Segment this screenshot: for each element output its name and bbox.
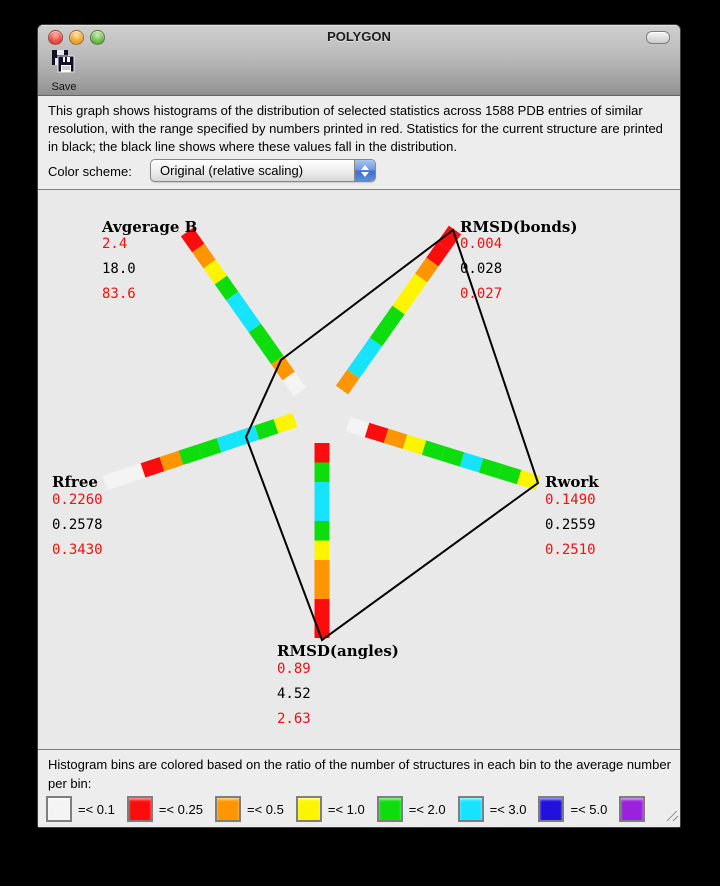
axis-value-max: 0.027 [460,286,503,302]
axis-value-current: 0.028 [460,261,503,277]
toolbar-toggle-button[interactable] [646,31,670,44]
resize-grip[interactable] [665,808,679,827]
legend-bin-label: =< 5.0 [570,801,608,817]
legend-swatch-cyan [458,796,484,822]
axis-label: Rwork [545,473,599,491]
polygon-window [37,24,681,828]
axis-value-current: 18.0 [102,261,136,277]
legend-panel [38,750,680,828]
legend-swatch-purple [619,796,645,822]
legend-swatch-blue [538,796,564,822]
legend-bin-label: =< 2.0 [408,801,446,817]
legend-text: Histogram bins are colored based on the ratio of the number of structures in each bin to the average number per bin: [48,757,671,791]
legend-bin-label: =< 1.0 [327,801,365,817]
plot-canvas [38,190,680,750]
legend-swatch-green [377,796,403,822]
description-text: This graph shows histograms of the distribution of selected statistics across 1588 PDB entries of similar resolution, with the range specified by numbers printed in red. Statistics for the current structure are printed in black; the black line shows where these values fall in the distribution. [48,103,663,154]
titlebar[interactable] [38,25,680,47]
legend-swatch-red [127,796,153,822]
axis-label: RMSD(angles) [277,642,399,660]
axis-value-max: 83.6 [102,286,136,302]
window-title: POLYGON [327,29,391,44]
axis-label: Avgerage B [102,218,198,236]
legend-bin-label: =< 0.25 [158,801,203,817]
color-scheme-label: Color scheme: [48,164,132,179]
axis-value-current: 0.2559 [545,517,596,533]
axis-value-min: 2.4 [102,236,128,252]
save-icon [49,62,79,79]
axis-value-max: 0.2510 [545,542,596,558]
legend-swatch-yellow [296,796,322,822]
save-button[interactable] [46,49,82,93]
legend-bin-label: =< 0.1 [78,801,115,817]
color-scheme-select[interactable] [150,159,376,182]
legend-bin-label: =< 3.0 [489,801,527,817]
legend-swatch-orange [215,796,241,822]
axis-label: RMSD(bonds) [460,218,578,236]
axis-label: Rfree [52,473,98,491]
legend-swatch-white [46,796,72,822]
axis-value-current: 4.52 [277,686,311,702]
legend-bins-row [46,796,645,822]
axis-value-min: 0.004 [460,236,503,252]
window-chrome [38,25,680,96]
axis-value-min: 0.1490 [545,492,596,508]
axis-value-current: 0.2578 [52,517,103,533]
axis-value-min: 0.89 [277,661,311,677]
color-scheme-selected-value: Original (relative scaling) [160,163,304,178]
axis-value-min: 0.2260 [52,492,103,508]
legend-bin-label: =< 0.5 [246,801,284,817]
chevron-up-icon [361,165,369,170]
axis-value-max: 0.3430 [52,542,103,558]
plot-labels-layer [38,190,681,749]
description-panel [38,96,680,190]
axis-value-max: 2.63 [277,711,311,727]
select-stepper-icon [354,160,375,181]
save-button-label: Save [51,81,77,93]
chevron-down-icon [361,172,369,177]
